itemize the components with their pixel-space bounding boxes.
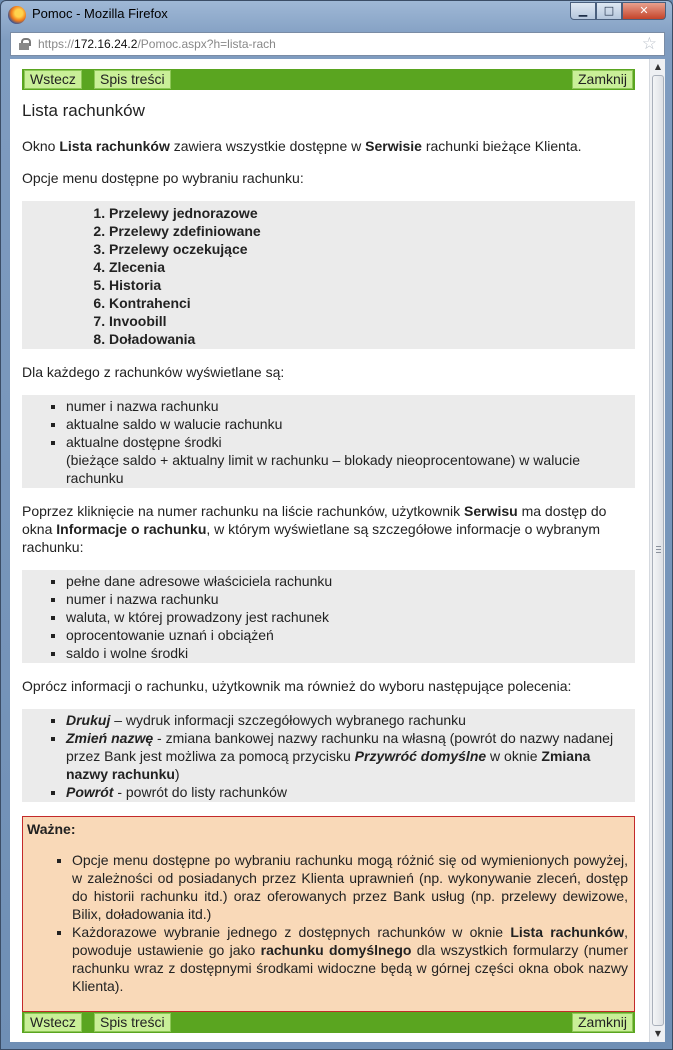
list-item: ▪ oprocentowanie uznań i obciążeń <box>66 626 635 644</box>
list-item: ▪ saldo i wolne środki <box>66 644 635 662</box>
list-item: 7. Invoobill <box>109 312 635 330</box>
list-item: 8. Doładowania <box>109 330 635 348</box>
intro-paragraph: Okno Lista rachunków zawiera wszystkie dostępne w Serwisie rachunki bieżące Klienta. <box>22 138 582 154</box>
menu-options-lead: Opcje menu dostępne po wybraniu rachunku: <box>22 170 304 186</box>
bottom-nav-bar <box>22 1012 635 1033</box>
close-button[interactable]: Zamknij <box>572 70 633 89</box>
notice-list <box>27 851 628 995</box>
window-title: Pomoc - Mozilla Firefox <box>32 6 168 21</box>
menu-options-list <box>22 201 635 349</box>
available-funds-note: (bieżące saldo + aktualny limit w rachunku – blokady nieoprocentowane) w walucie rachunku <box>66 452 581 486</box>
list-item: ▪ Powrót - powrót do listy rachunków <box>66 783 635 801</box>
list-item: ▪ Drukuj – wydruk informacji szczegółowych wybranego rachunku <box>66 711 635 729</box>
title-bar <box>1 1 672 29</box>
scroll-thumb[interactable] <box>652 75 664 1026</box>
page-content <box>10 59 649 1042</box>
shown-fields-lead: Dla każdego z rachunków wyświetlane są: <box>22 364 285 380</box>
back-button[interactable]: Wstecz <box>24 70 82 89</box>
list-item: 3. Przelewy oczekujące <box>109 240 635 258</box>
list-item: 4. Zlecenia <box>109 258 635 276</box>
list-item: ▪ Zmień nazwę - zmiana bankowej nazwy rachunku na własną (powrót do nazwy nadanej przez Bank jest możliwa za pomocą przycisku Przywróć domyślne w oknie Zmiana nazwy rachunku) <box>66 729 635 783</box>
list-item: ▪ aktualne dostępne środki (bieżące saldo + aktualny limit w rachunku – blokady nieoprocentowane) w walucie rachunku <box>66 433 635 487</box>
list-item: ▪ numer i nazwa rachunku <box>66 397 635 415</box>
back-button[interactable]: Wstecz <box>24 1013 82 1032</box>
list-item: ▪ numer i nazwa rachunku <box>66 590 635 608</box>
list-item: ▪ waluta, w której prowadzony jest rachunek <box>66 608 635 626</box>
address-bar[interactable] <box>10 32 665 56</box>
list-item: 2. Przelewy zdefiniowane <box>109 222 635 240</box>
notice-title: Ważne: <box>27 821 76 837</box>
list-item: ▪ pełne dane adresowe właściciela rachunku <box>66 572 635 590</box>
lock-icon <box>19 38 29 50</box>
top-nav-bar <box>22 69 635 90</box>
window-controls <box>570 2 666 20</box>
close-window-icon[interactable]: ✕ <box>622 2 666 20</box>
list-item: 5. Historia <box>109 276 635 294</box>
help-article <box>22 99 635 1012</box>
page-title: Lista rachunków <box>22 101 145 120</box>
list-item: ▪ Opcje menu dostępne po wybraniu rachunku mogą różnić się od wymienionych powyżej, w zależności od posiadanych przez Klienta uprawnień (np. wykonywanie zleceń, dostęp do historii rachunku itd.) oraz oferowanych przez Bank usług (np. przelewy dewizowe, Bilix, doładowania itd.) <box>72 851 628 923</box>
firefox-icon <box>8 6 26 24</box>
list-item: 1. Przelewy jednorazowe <box>109 204 635 222</box>
shown-fields-list <box>22 395 635 488</box>
list-item: ▪ aktualne saldo w walucie rachunku <box>66 415 635 433</box>
maximize-icon[interactable]: □ <box>596 2 622 20</box>
list-item: ▪ Każdorazowe wybranie jednego z dostępnych rachunków w oknie Lista rachunków, powoduje ustawienie go jako rachunku domyślnego dla wszystkich formularzy (numer rachunku wraz z dostępnymi środkami widoczne będą w górnej części okna obok nazwy Klienta). <box>72 923 628 995</box>
vertical-scrollbar[interactable] <box>649 59 665 1042</box>
scroll-up-icon[interactable]: ▲ <box>654 62 662 71</box>
close-button[interactable]: Zamknij <box>572 1013 633 1032</box>
minimize-icon[interactable]: ▁ <box>570 2 596 20</box>
toc-button[interactable]: Spis treści <box>94 1013 171 1032</box>
commands-list <box>22 709 635 802</box>
url-text[interactable]: https://172.16.24.2/Pomoc.aspx?h=lista-rach <box>38 37 276 51</box>
account-info-list <box>22 570 635 663</box>
commands-lead: Oprócz informacji o rachunku, użytkownik ma również do wyboru następujące polecenia: <box>22 678 572 694</box>
scroll-down-icon[interactable]: ▼ <box>654 1029 662 1038</box>
toc-button[interactable]: Spis treści <box>94 70 171 89</box>
important-notice <box>22 816 635 1012</box>
list-item: 6. Kontrahenci <box>109 294 635 312</box>
bookmark-star-icon[interactable]: ☆ <box>641 34 657 54</box>
account-click-paragraph: Poprzez kliknięcie na numer rachunku na liście rachunków, użytkownik Serwisu ma dostęp do okna Informacje o rachunku, w którym wyświetlane są szczegółowe informacje o wybranym rachunku: <box>22 503 607 555</box>
grip-icon <box>656 546 661 553</box>
